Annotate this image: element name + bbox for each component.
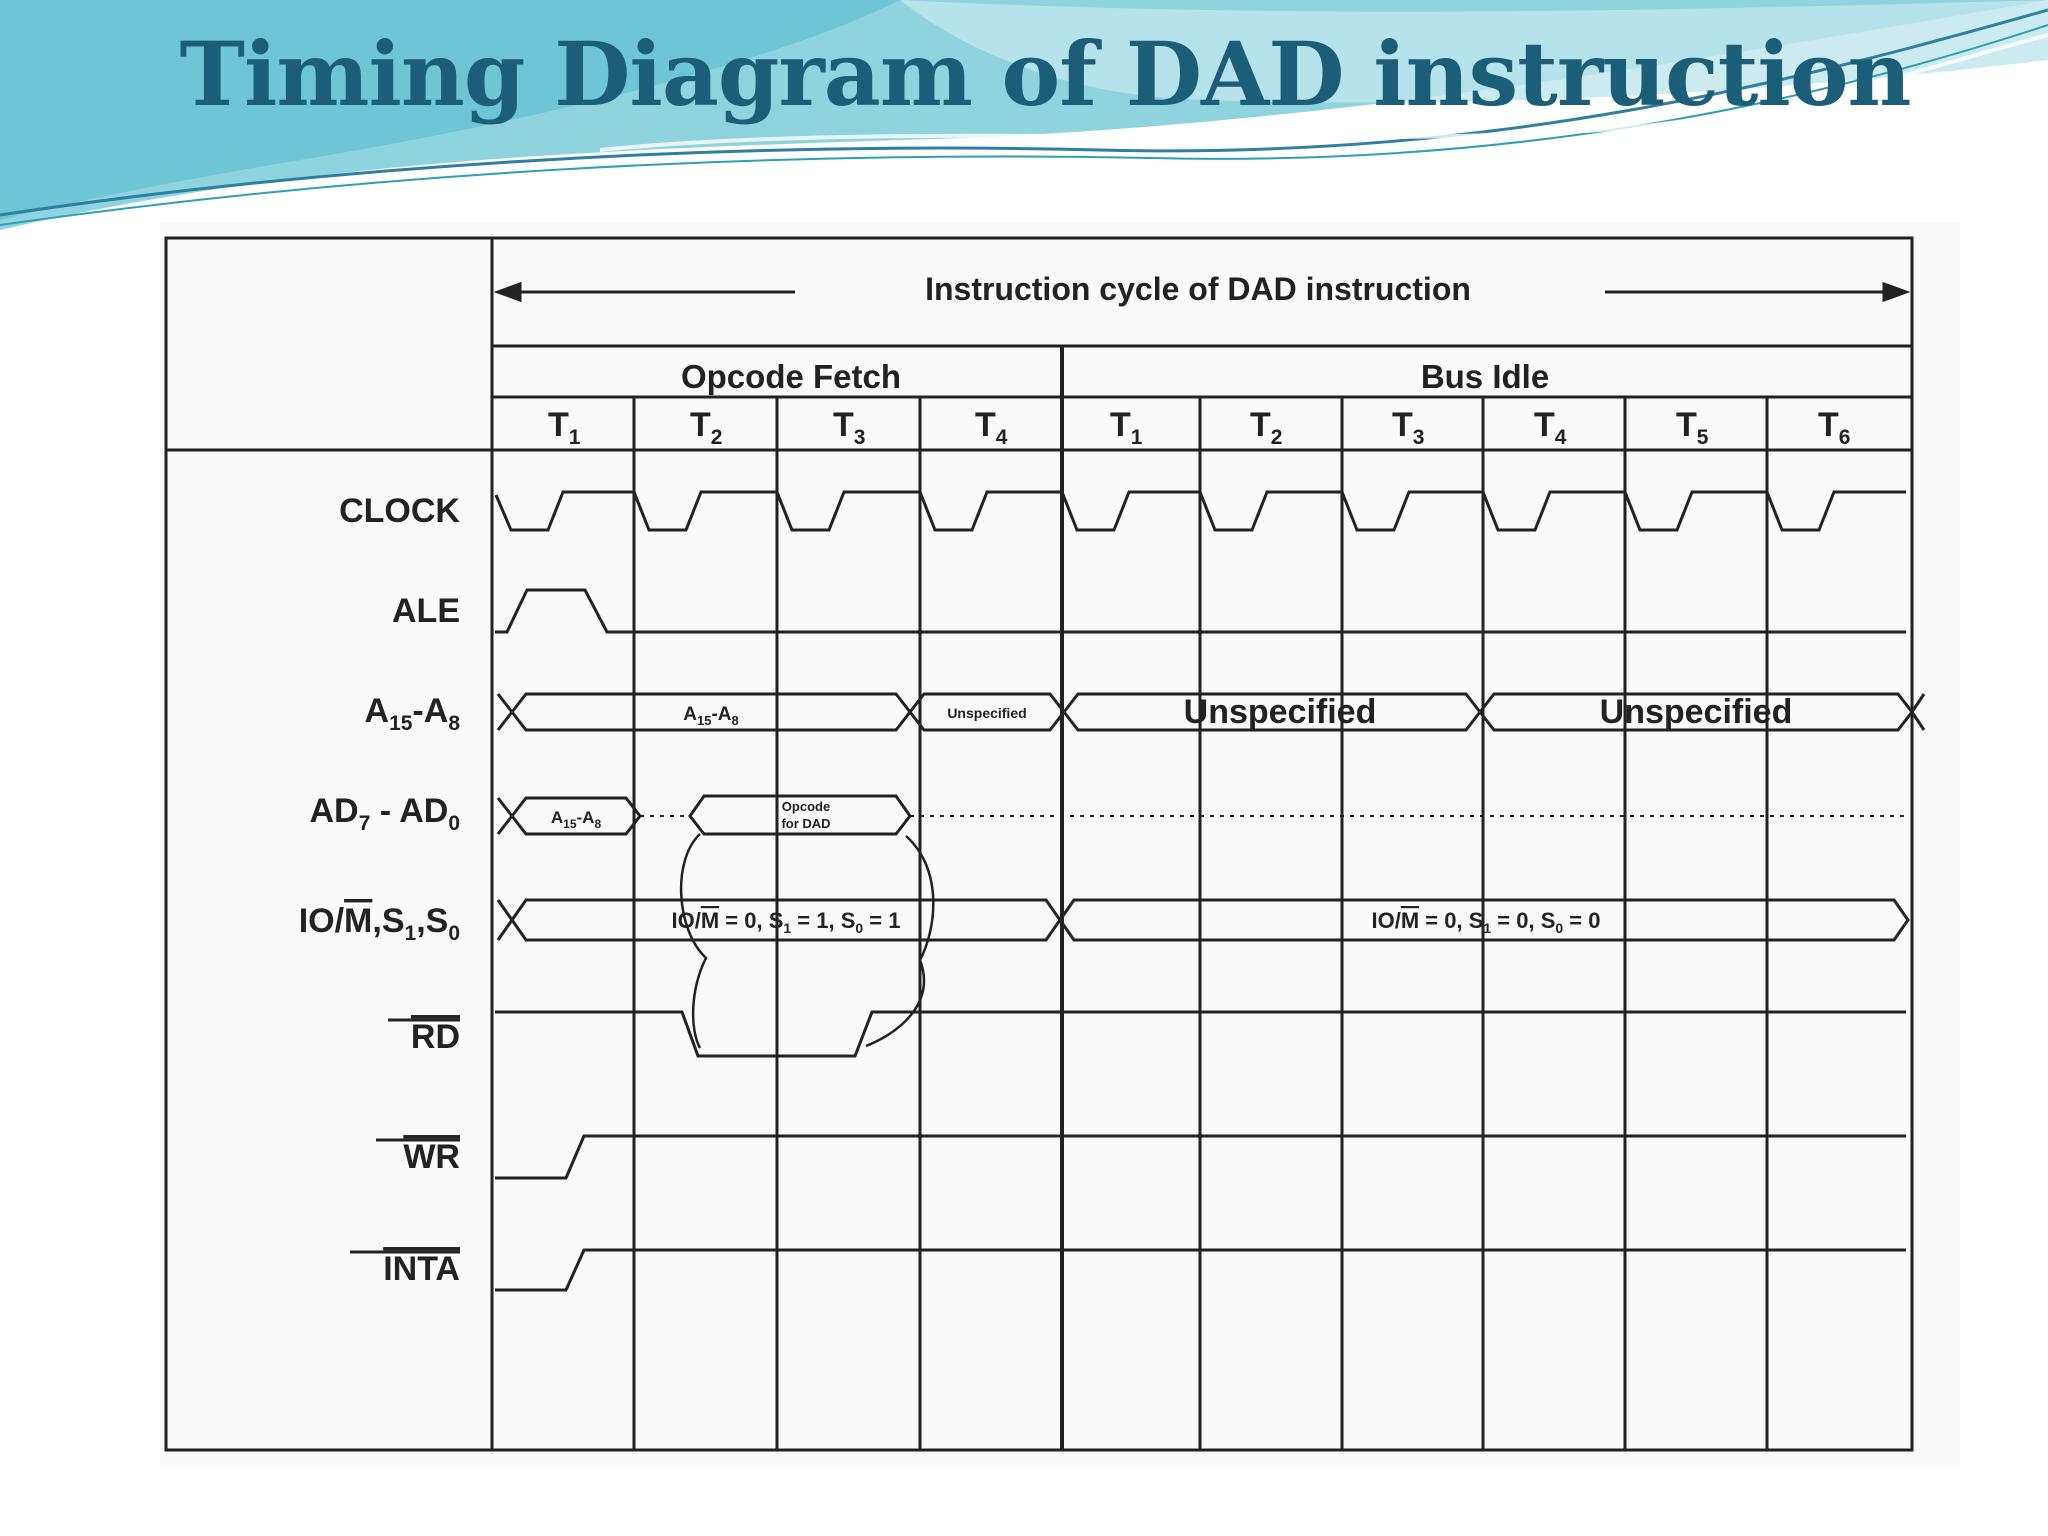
bus-unspecified-small: Unspecified	[947, 705, 1027, 721]
cycle-bus-idle: Bus Idle	[1420, 358, 1550, 395]
state-label: $T_3$	[1392, 406, 1425, 449]
bus-cross	[498, 798, 512, 834]
state-label: $T_2$	[690, 406, 723, 449]
signal-ad7-ad0: $AD_7 - AD_0$	[309, 792, 460, 835]
signal-rd: RD	[410, 1018, 460, 1056]
state-label: $T_6$	[1818, 406, 1851, 449]
bus-opcode-line2: for DAD	[781, 816, 831, 831]
bus-a15-a8-value: $A_{15}-A_8$	[683, 704, 739, 728]
bus-ad-address-value: $A_{15}-A_8$	[550, 808, 602, 831]
state-label: $T_5$	[1676, 406, 1709, 449]
signal-clock: CLOCK	[339, 492, 460, 530]
signal-wr: WR	[403, 1138, 460, 1176]
signal-inta: INTA	[383, 1250, 460, 1288]
bus-status-idle: IO/M = 0, $S_1 = 0$, $S_0 = 0$	[1371, 908, 1601, 936]
state-label: $T_1$	[1110, 406, 1143, 449]
bus-opcode-line1: Opcode	[781, 799, 831, 814]
bus-cross	[1912, 694, 1924, 730]
state-label: $T_3$	[833, 406, 866, 449]
arrow-left-head	[498, 284, 520, 300]
signal-io-status: $IO/M,S_1,S_0$	[298, 902, 460, 945]
bus-unspecified-1: Unspecified	[1183, 693, 1377, 731]
arrow-right-head	[1884, 284, 1906, 300]
cycle-opcode-fetch: Opcode Fetch	[680, 358, 902, 395]
state-label: $T_2$	[1250, 406, 1283, 449]
bus-cross	[498, 694, 512, 730]
state-label: $T_1$	[548, 406, 581, 449]
instruction-cycle-label: Instruction cycle of DAD instruction	[925, 271, 1471, 307]
signal-ale: ALE	[392, 592, 460, 630]
bus-status-opfetch: IO/M = 0, $S_1 = 1$, $S_0 = 1$	[671, 908, 901, 936]
bus-cross	[498, 900, 512, 940]
bus-unspecified-2: Unspecified	[1599, 693, 1793, 731]
state-label: $T_4$	[1534, 406, 1567, 449]
slide-title: Timing Diagram of DAD instruction	[179, 22, 1911, 126]
signal-a15-a8: $A_{15}-A_8$	[364, 692, 460, 735]
state-label: $T_4$	[975, 406, 1008, 449]
